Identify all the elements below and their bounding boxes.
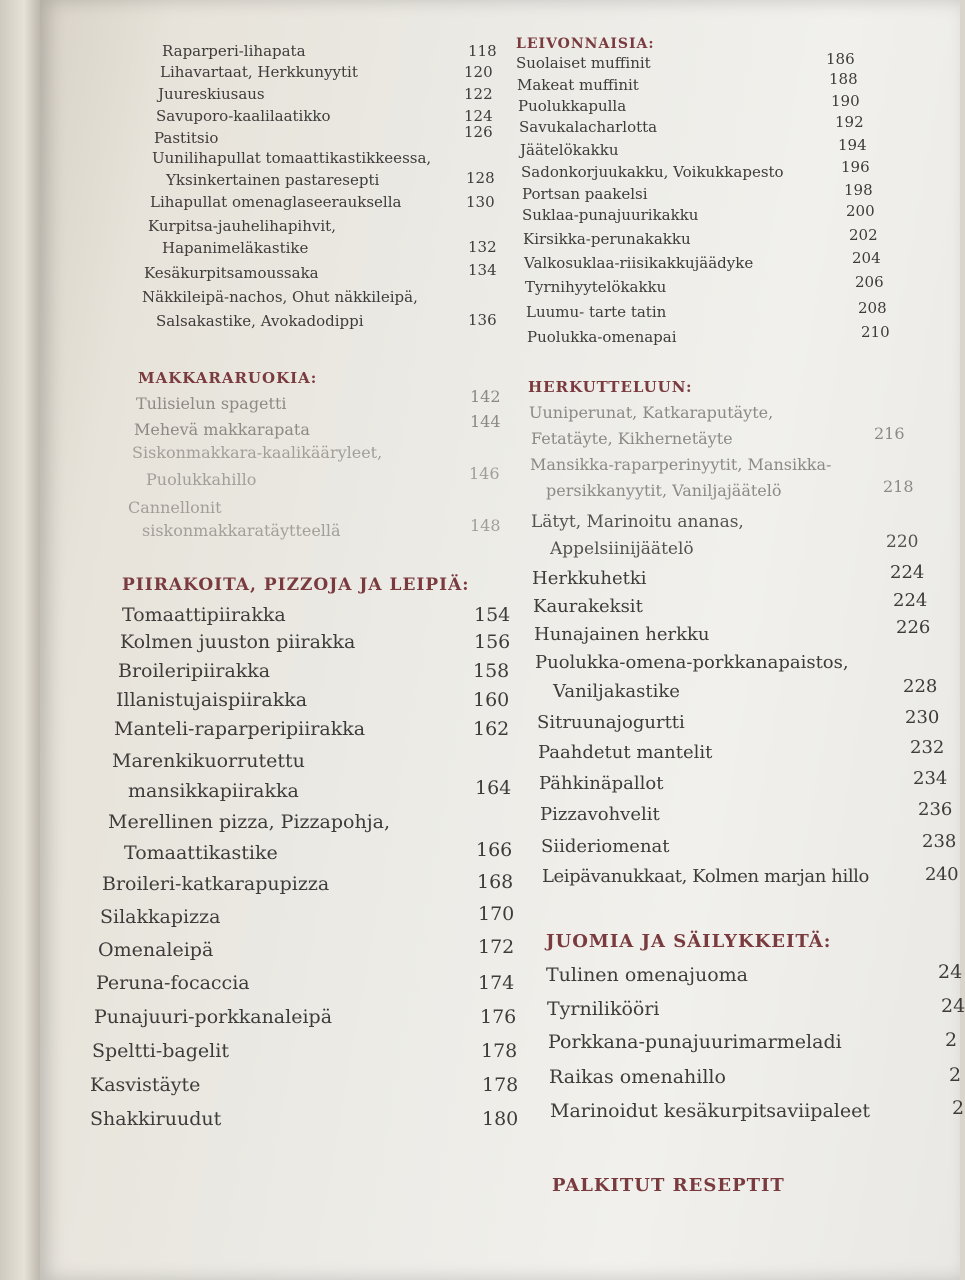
entry-page: 236 [918, 799, 953, 820]
entry-title: Uunilihapullat tomaattikastikkeessa, [152, 149, 432, 167]
entry-title-continued: Hapanimeläkastike [162, 239, 309, 257]
entry-page: 2 [945, 1029, 958, 1051]
entry-title: Raparperi-lihapata [162, 42, 306, 60]
entry-title: Tyrnihyytelökakku [525, 278, 667, 296]
entry-title-continued: Fetatäyte, Kikhernetäyte [531, 429, 733, 448]
entry-title: Tomaattipiirakka [122, 604, 286, 626]
entry-title-continued: Vaniljakastike [553, 681, 680, 702]
entry-page: 190 [831, 92, 860, 110]
entry-title: Näkkileipä-nachos, Ohut näkkileipä, [142, 288, 418, 306]
entry-title: Punajuuri-porkkanaleipä [94, 1006, 333, 1028]
entry-title: Kirsikka-perunakakku [523, 230, 691, 248]
entry-title: Suolaiset muffinit [516, 54, 651, 72]
section-heading-herkutteluun: HERKUTTELUUN: [528, 378, 693, 396]
entry-title: Siskonmakkara-kaalikääryleet, [132, 443, 383, 462]
section-heading-leivonnaisia: LEIVONNAISIA: [516, 36, 655, 52]
entry-page: 2 [952, 1097, 965, 1119]
entry-title: Uuniperunat, Katkaraputäyte, [529, 403, 774, 422]
entry-title-continued: Puolukkahillo [146, 470, 257, 489]
entry-title: Silakkapizza [100, 906, 221, 928]
entry-title-continued: Yksinkertainen pastaresepti [166, 171, 380, 189]
entry-page: 230 [905, 707, 940, 728]
entry-page: 200 [846, 202, 875, 220]
entry-title-continued: siskonmakkaratäytteellä [142, 521, 341, 540]
entry-page: 164 [475, 777, 512, 799]
entry-title: Kurpitsa-jauhelihapihvit, [148, 217, 336, 235]
entry-title: Marenkikuorrutettu [112, 750, 305, 772]
entry-page: 186 [826, 50, 855, 68]
entry-page: 128 [466, 169, 495, 187]
entry-title: Kesäkurpitsamoussaka [144, 264, 319, 282]
entry-page: 180 [482, 1108, 519, 1130]
entry-page: 176 [480, 1006, 517, 1028]
entry-page: 132 [468, 238, 497, 256]
entry-page: 238 [922, 831, 957, 852]
section-heading-juomia: JUOMIA JA SÄILYKKEITÄ: [546, 931, 832, 952]
entry-title-continued: mansikkapiirakka [128, 780, 299, 802]
entry-title: Mehevä makkarapata [134, 420, 310, 439]
entry-title: Kolmen juuston piirakka [120, 631, 356, 653]
entry-page: 166 [476, 839, 513, 861]
entry-page: 234 [913, 768, 948, 789]
entry-page: 170 [478, 903, 515, 925]
entry-title: Peruna-focaccia [96, 972, 250, 994]
entry-title: Siideriomenat [541, 836, 670, 857]
entry-page: 24 [941, 995, 965, 1017]
entry-title: Lätyt, Marinoitu ananas, [531, 512, 744, 532]
entry-title: Tulisielun spagetti [136, 394, 287, 413]
entry-page: 154 [474, 604, 511, 626]
entry-title: Pastitsio [154, 129, 219, 147]
entry-title: Pizzavohvelit [540, 804, 660, 825]
entry-title: Paahdetut mantelit [538, 742, 713, 763]
entry-page: 124 [464, 107, 493, 125]
entry-title: Jäätelökakku [520, 141, 619, 159]
book-page [40, 0, 965, 1280]
entry-page: 224 [893, 590, 928, 611]
entry-page: 162 [473, 718, 510, 740]
entry-title: Lihapullat omenaglaseerauksella [150, 193, 402, 211]
entry-page: 174 [478, 972, 515, 994]
entry-page: 240 [925, 864, 959, 885]
entry-title: Savukalacharlotta [519, 118, 658, 136]
entry-title: Juureskiusaus [158, 85, 265, 103]
entry-title: Portsan paakelsi [522, 185, 648, 203]
entry-page: 120 [464, 63, 493, 81]
entry-page: 196 [841, 158, 870, 176]
entry-page: 226 [896, 617, 931, 638]
entry-title: Leipävanukkaat, Kolmen marjan hillo [542, 866, 869, 887]
entry-page: 232 [910, 737, 945, 758]
entry-title: Cannellonit [128, 498, 222, 517]
entry-title: Broileri-katkarapupizza [102, 873, 330, 895]
entry-page: 122 [464, 85, 493, 103]
entry-title: Tyrnilikööri [547, 998, 660, 1020]
entry-page: 204 [852, 249, 881, 267]
entry-page: 178 [482, 1074, 519, 1096]
entry-title-continued: Tomaattikastike [124, 842, 278, 864]
entry-page: 118 [468, 42, 497, 60]
entry-title: Pähkinäpallot [539, 773, 664, 794]
entry-page: 188 [829, 70, 858, 88]
entry-page: 142 [470, 387, 501, 406]
entry-page: 228 [903, 676, 938, 697]
entry-title: Raikas omenahillo [549, 1066, 726, 1088]
entry-title: Marinoidut kesäkurpitsaviipaleet [550, 1100, 870, 1122]
entry-page: 24 [938, 961, 963, 983]
entry-title: Sadonkorjuukakku, Voikukkapesto [521, 163, 784, 181]
entry-title: Hunajainen herkku [534, 624, 710, 645]
entry-page: 194 [838, 136, 867, 154]
entry-title: Manteli-raparperipiirakka [114, 718, 366, 740]
entry-page: 158 [473, 660, 510, 682]
entry-page: 2 [949, 1064, 962, 1086]
entry-title: Omenaleipä [98, 939, 214, 961]
entry-page: 202 [849, 226, 878, 244]
entry-title: Broileripiirakka [118, 660, 271, 682]
entry-title: Herkkuhetki [532, 568, 647, 589]
entry-page: 206 [855, 273, 884, 291]
entry-page: 216 [874, 424, 905, 443]
entry-page: 192 [835, 113, 864, 131]
entry-title: Merellinen pizza, Pizzapohja, [108, 811, 390, 833]
entry-page: 178 [481, 1040, 518, 1062]
entry-title: Puolukkapulla [518, 97, 627, 115]
entry-title: Kaurakeksit [533, 596, 643, 617]
entry-page: 134 [468, 261, 497, 279]
entry-title: Valkosuklaa-riisikakkujäädyke [524, 254, 754, 272]
entry-title: Speltti-bagelit [92, 1040, 229, 1062]
entry-page: 160 [473, 689, 510, 711]
entry-title-continued: Appelsiinijäätelö [550, 539, 694, 559]
entry-page: 130 [466, 193, 495, 211]
desk-edge [0, 0, 40, 1280]
entry-title: Savuporo-kaalilaatikko [156, 107, 331, 125]
section-heading-piirakoita: PIIRAKOITA, PIZZOJA JA LEIPIÄ: [122, 575, 470, 595]
entry-page: 144 [470, 412, 501, 431]
entry-title: Makeat muffinit [517, 76, 639, 94]
entry-title: Sitruunajogurtti [537, 712, 685, 733]
entry-title: Shakkiruudut [90, 1108, 222, 1130]
entry-title: Suklaa-punajuurikakku [522, 206, 699, 224]
entry-page: 126 [464, 123, 493, 141]
section-heading-palkitut: PALKITUT RESEPTIT [552, 1175, 785, 1196]
entry-title-continued: persikkanyytit, Vaniljajäätelö [546, 481, 782, 500]
entry-page: 220 [886, 532, 919, 552]
entry-page: 148 [470, 516, 501, 535]
entry-page: 198 [844, 181, 873, 199]
entry-page: 156 [474, 631, 511, 653]
entry-page: 218 [883, 477, 914, 496]
entry-page: 168 [477, 871, 514, 893]
entry-title: Luumu- tarte tatin [526, 303, 667, 321]
entry-title: Mansikka-raparperinyytit, Mansikka- [530, 455, 832, 474]
section-heading-makkararuokia: MAKKARARUOKIA: [138, 369, 318, 387]
entry-title-continued: Salsakastike, Avokadodippi [156, 312, 364, 330]
entry-page: 210 [861, 323, 890, 341]
entry-title: Puolukka-omenapai [527, 328, 677, 346]
entry-title: Lihavartaat, Herkkunyytit [160, 63, 358, 81]
entry-title: Illanistujaispiirakka [116, 689, 308, 711]
entry-page: 136 [468, 311, 497, 329]
entry-title: Kasvistäyte [90, 1074, 201, 1096]
entry-title: Porkkana-punajuurimarmeladi [548, 1031, 842, 1053]
entry-title: Puolukka-omena-porkkanapaistos, [535, 652, 849, 673]
entry-page: 208 [858, 299, 887, 317]
entry-page: 172 [478, 936, 515, 958]
entry-title: Tulinen omenajuoma [546, 964, 748, 986]
entry-page: 146 [469, 464, 500, 483]
entry-page: 224 [890, 562, 925, 583]
